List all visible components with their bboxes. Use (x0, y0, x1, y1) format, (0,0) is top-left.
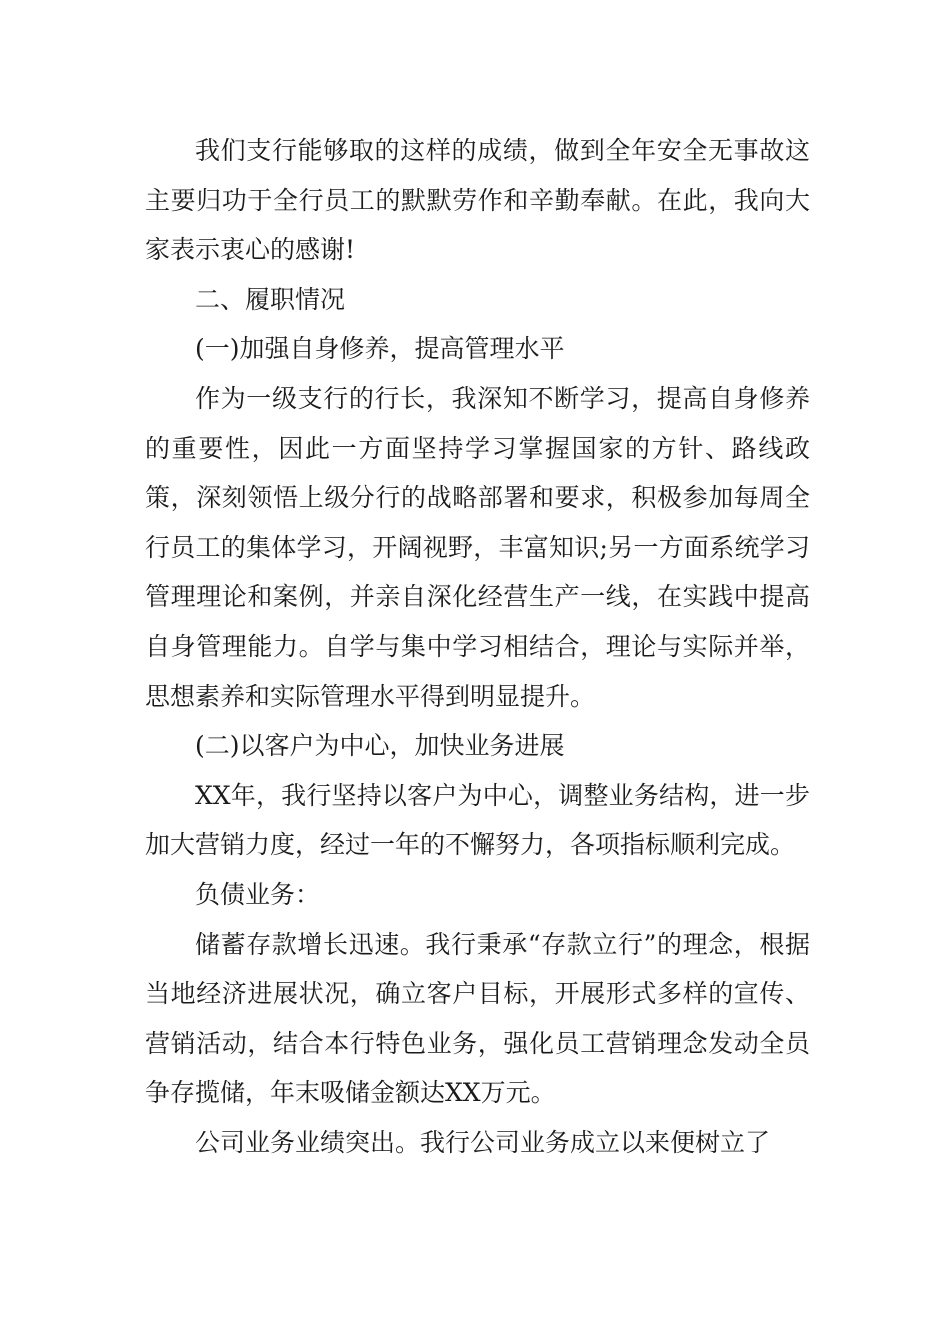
section-heading-duty: 二、履职情况 (195, 284, 346, 314)
subheading-customer-center: (二)以客户为中心，加快业务进展 (195, 731, 565, 761)
paragraph-thanks: 我们支行能够取的这样的成绩，做到全年安全无事故这主要归功于全行员工的默默劳作和辛勤奉献。在此，我向大家表示衷心的感谢! (145, 136, 810, 265)
document-body (145, 126, 810, 1167)
subheading-self-cultivation: (一)加强自身修养，提高管理水平 (195, 334, 565, 364)
paragraph-business-structure: XX年，我行坚持以客户为中心，调整业务结构，进一步加大营销力度，经过一年的不懈努力，各项指标顺利完成。 (145, 780, 810, 860)
paragraph-savings-deposits: 储蓄存款增长迅速。我行秉承“存款立行”的理念，根据当地经济进展状况，确立客户目标，开展形式多样的宣传、营销活动，结合本行特色业务，强化员工营销理念发动全员争存揽储，年末吸储金额达XX万元。 (145, 929, 810, 1108)
paragraph-study: 作为一级支行的行长，我深知不断学习，提高自身修养的重要性，因此一方面坚持学习掌握国家的方针、路线政策，深刻领悟上级分行的战略部署和要求，积极参加每周全行员工的集体学习，开阔视野，丰富知识;另一方面系统学习管理理论和案例，并亲自深化经营生产一线，在实践中提高自身管理能力。自学与集中学习相结合，理论与实际并举，思想素养和实际管理水平得到明显提升。 (145, 383, 810, 711)
label-liability-business: 负债业务： (195, 879, 321, 909)
paragraph-corporate-business: 公司业务业绩突出。我行公司业务成立以来便树立了 (195, 1127, 771, 1157)
